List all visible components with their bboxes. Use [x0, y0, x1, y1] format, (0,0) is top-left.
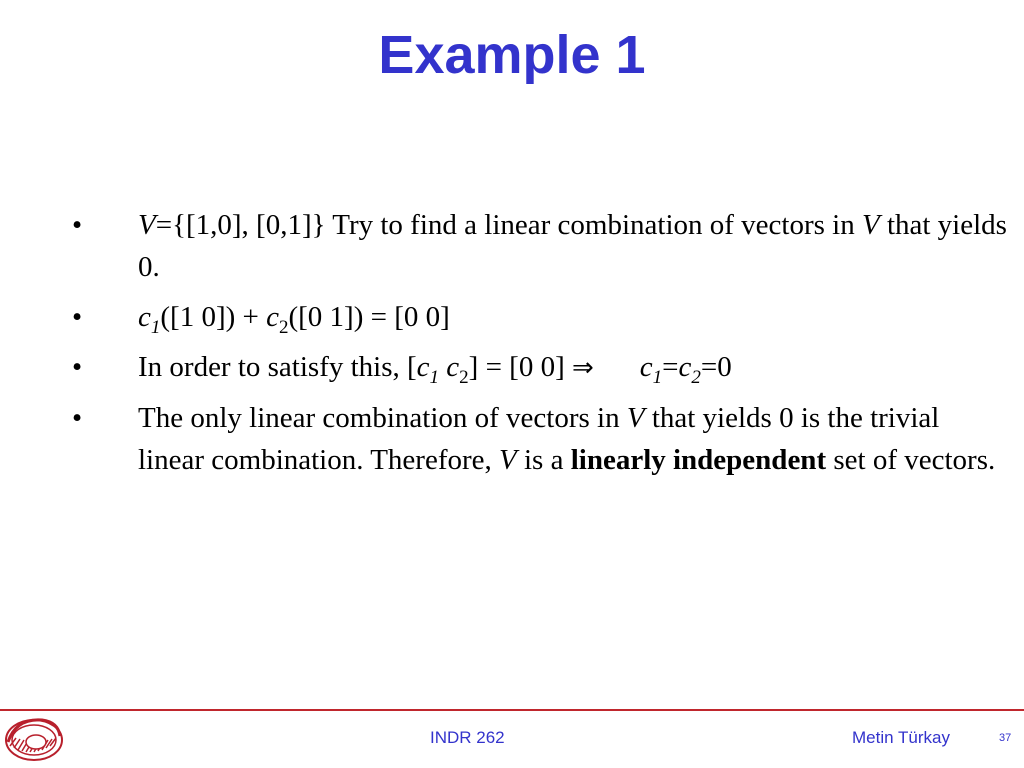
- bullet-item-set-definition: [72, 204, 1007, 288]
- equation-text-end: ([0 1]) = [0 0]: [288, 301, 450, 333]
- condition-text: In order to satisfy this, [: [138, 351, 417, 383]
- set-variable-v: V: [499, 444, 517, 476]
- coefficient-subscript: 2: [691, 366, 701, 388]
- bullet-dot: •: [72, 351, 83, 383]
- equals-sign: =: [662, 351, 679, 383]
- set-definition-end: that yields 0.: [138, 209, 1007, 283]
- conclusion-is-a: is a: [516, 444, 571, 476]
- equation-text: ([1 0]) +: [160, 301, 267, 333]
- bullet-dot: •: [72, 209, 83, 241]
- condition-result: =0: [700, 351, 732, 383]
- conclusion-text-mid: that yields 0 is the trivial linear combination. Therefore,: [138, 402, 940, 476]
- linearly-independent-term: linearly independent: [570, 444, 827, 476]
- bullet-list: [72, 204, 1007, 489]
- coefficient-subscript: 1: [429, 366, 440, 388]
- coefficient-subscript: 2: [278, 316, 289, 338]
- set-variable-v: V: [626, 402, 645, 434]
- bullet-item-equation: [72, 296, 1007, 338]
- coefficient-c: c: [416, 351, 430, 383]
- conclusion-text: The only linear combination of vectors in: [138, 402, 627, 434]
- set-definition-text: ={[1,0], [0,1]} Try to find a linear combination of vectors in: [155, 209, 862, 241]
- footer-author: Metin Türkay: [852, 728, 950, 747]
- coefficient-c: c: [138, 301, 151, 333]
- bullet-item-condition: [72, 346, 1007, 389]
- slide-title: Example 1: [378, 25, 646, 85]
- coefficient-subscript: 2: [459, 366, 469, 388]
- footer-divider: [0, 709, 1024, 711]
- condition-text-mid: ] = [0 0]: [468, 351, 572, 383]
- coefficient-c: c: [266, 301, 279, 333]
- coefficient-c: c: [446, 351, 460, 383]
- coefficient-subscript: 1: [652, 366, 663, 388]
- page-number: 37: [999, 732, 1012, 744]
- university-logo-icon: [2, 712, 64, 764]
- coefficient-subscript: 1: [150, 316, 161, 338]
- set-variable-v: V: [861, 209, 880, 241]
- conclusion-text-end: set of vectors.: [826, 444, 996, 476]
- footer-course: INDR 262: [430, 728, 505, 747]
- bullet-item-conclusion: [72, 397, 1007, 481]
- bullet-dot: •: [72, 301, 83, 333]
- set-variable-v: V: [138, 209, 156, 241]
- coefficient-c: c: [678, 351, 692, 383]
- bullet-dot: •: [72, 402, 83, 434]
- coefficient-c: c: [639, 351, 653, 383]
- implies-arrow-icon: ⇒: [572, 353, 594, 383]
